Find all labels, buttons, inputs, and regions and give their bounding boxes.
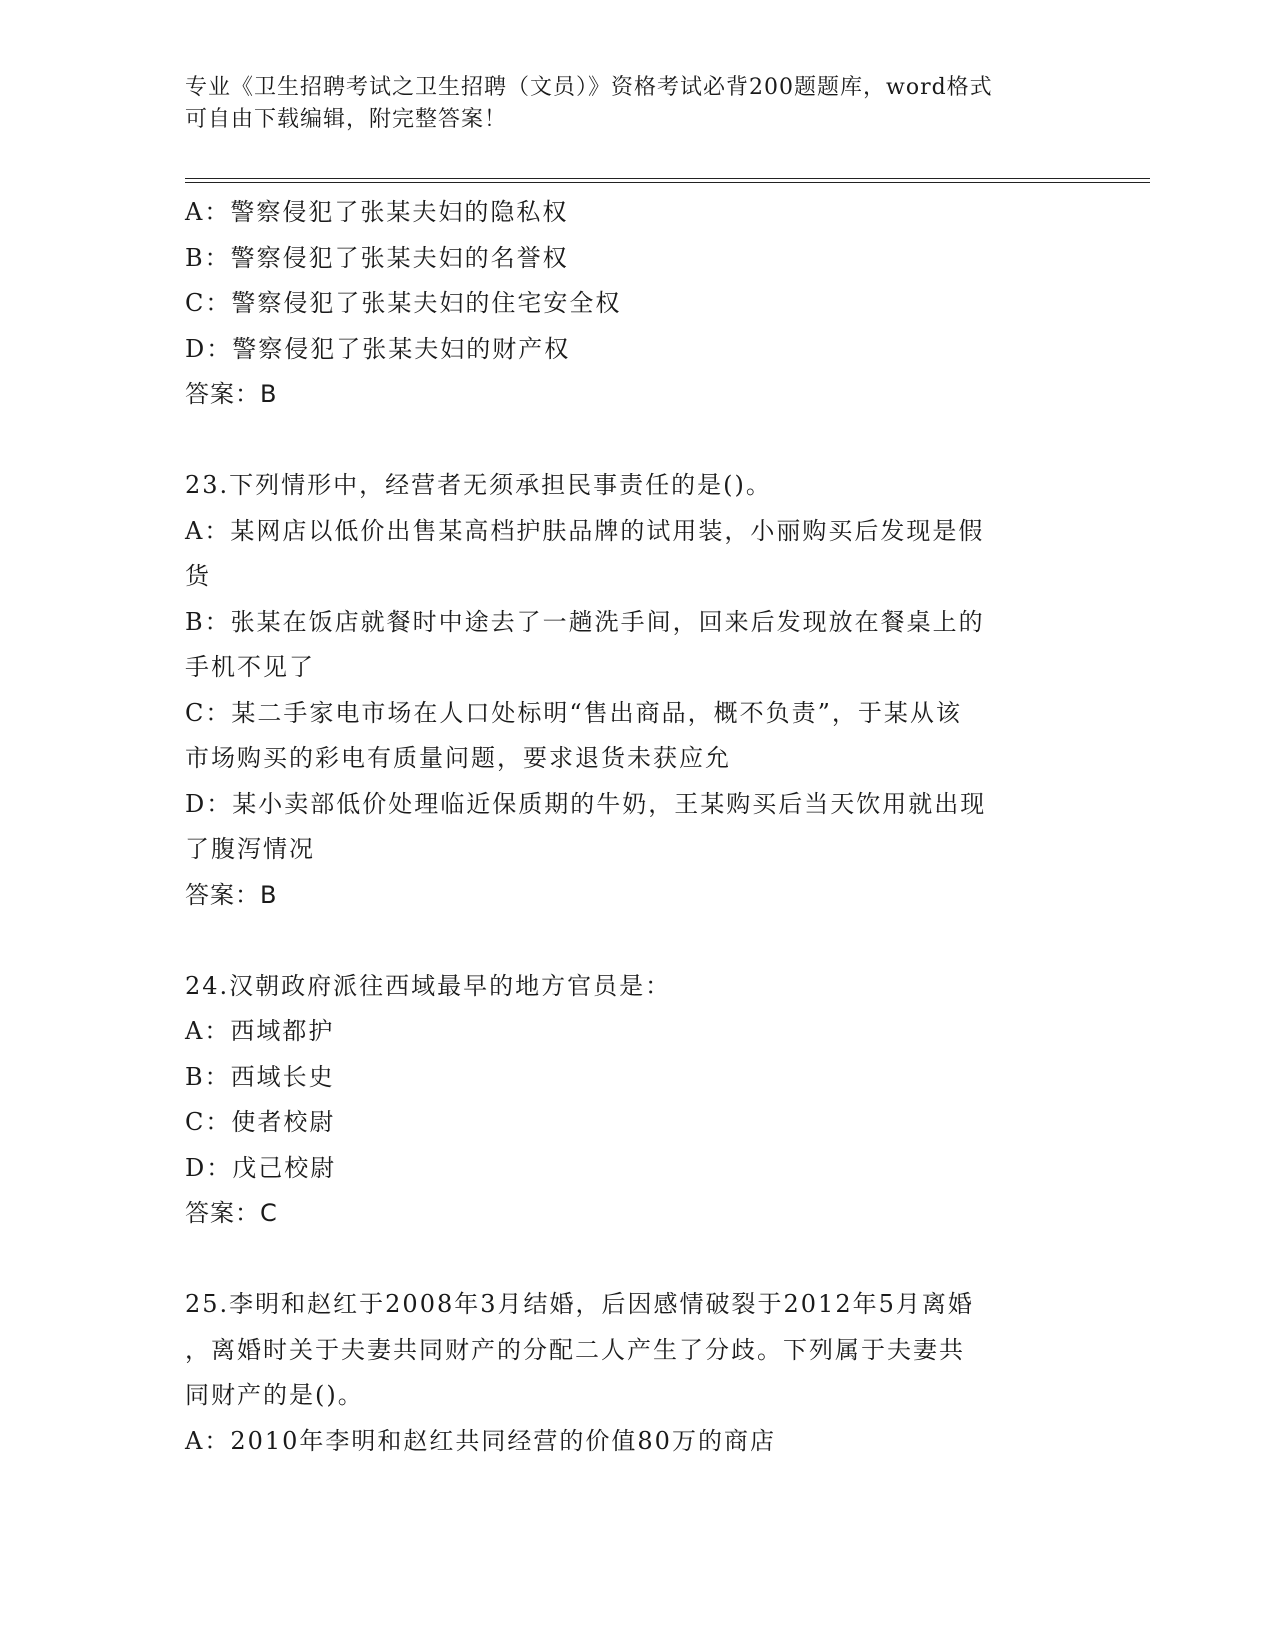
question-22 [185, 190, 1065, 418]
question-24 [185, 964, 1065, 1237]
header-line-2: 可自由下载编辑，附完整答案！ [185, 107, 508, 132]
option-c: C：使者校尉 [185, 1108, 336, 1136]
option-c-line-2: 市场购买的彩电有质量问题，要求退货未获应允 [185, 744, 731, 772]
question-25 [185, 1282, 1065, 1464]
header-line-1: 专业《卫生招聘考试之卫生招聘（文员）》资格考试必背200题题库，word格式 [185, 75, 993, 100]
header-divider [185, 178, 1150, 183]
option-d-line-2: 了腹泻情况 [185, 835, 315, 863]
answer-line: 答案：B [185, 380, 278, 408]
option-c: C：警察侵犯了张某夫妇的住宅安全权 [185, 289, 622, 317]
document-header [185, 72, 1065, 136]
spacer [185, 418, 1065, 464]
option-d: D：戊己校尉 [185, 1153, 337, 1182]
option-a-line-1: A：某网店以低价出售某高档护肤品牌的试用装，小丽购买后发现是假 [185, 516, 985, 545]
option-a: A：2010年李明和赵红共同经营的价值80万的商店 [185, 1426, 776, 1455]
question-stem-line-1: 25.李明和赵红于2008年3月结婚，后因感情破裂于2012年5月离婚 [185, 1290, 974, 1318]
spacer [185, 918, 1065, 964]
question-content [185, 190, 1065, 1464]
option-a: A：西域都护 [185, 1017, 335, 1045]
question-stem: 23.下列情形中，经营者无须承担民事责任的是()。 [185, 471, 772, 499]
option-b-line-1: B：张某在饭店就餐时中途去了一趟洗手间，回来后发现放在餐桌上的 [185, 607, 985, 636]
question-23 [185, 463, 1065, 918]
question-stem: 24.汉朝政府派往西域最早的地方官员是： [185, 971, 672, 1000]
option-b: B：西域长史 [185, 1062, 335, 1091]
option-c-line-1: C：某二手家电市场在人口处标明“售出商品，概不负责”，于某从该 [185, 698, 962, 727]
option-a-line-2: 货 [185, 562, 211, 590]
answer-line: 答案：B [185, 880, 278, 909]
option-d: D：警察侵犯了张某夫妇的财产权 [185, 334, 571, 363]
question-stem-line-3: 同财产的是()。 [185, 1381, 364, 1409]
spacer [185, 1237, 1065, 1283]
option-b: B：警察侵犯了张某夫妇的名誉权 [185, 243, 569, 272]
answer-line: 答案：C [185, 1199, 278, 1227]
option-a: A：警察侵犯了张某夫妇的隐私权 [185, 198, 569, 226]
option-b-line-2: 手机不见了 [185, 653, 315, 681]
question-stem-line-2: ，离婚时关于夫妻共同财产的分配二人产生了分歧。下列属于夫妻共 [185, 1335, 965, 1364]
option-d-line-1: D：某小卖部低价处理临近保质期的牛奶，王某购买后当天饮用就出现 [185, 789, 987, 818]
